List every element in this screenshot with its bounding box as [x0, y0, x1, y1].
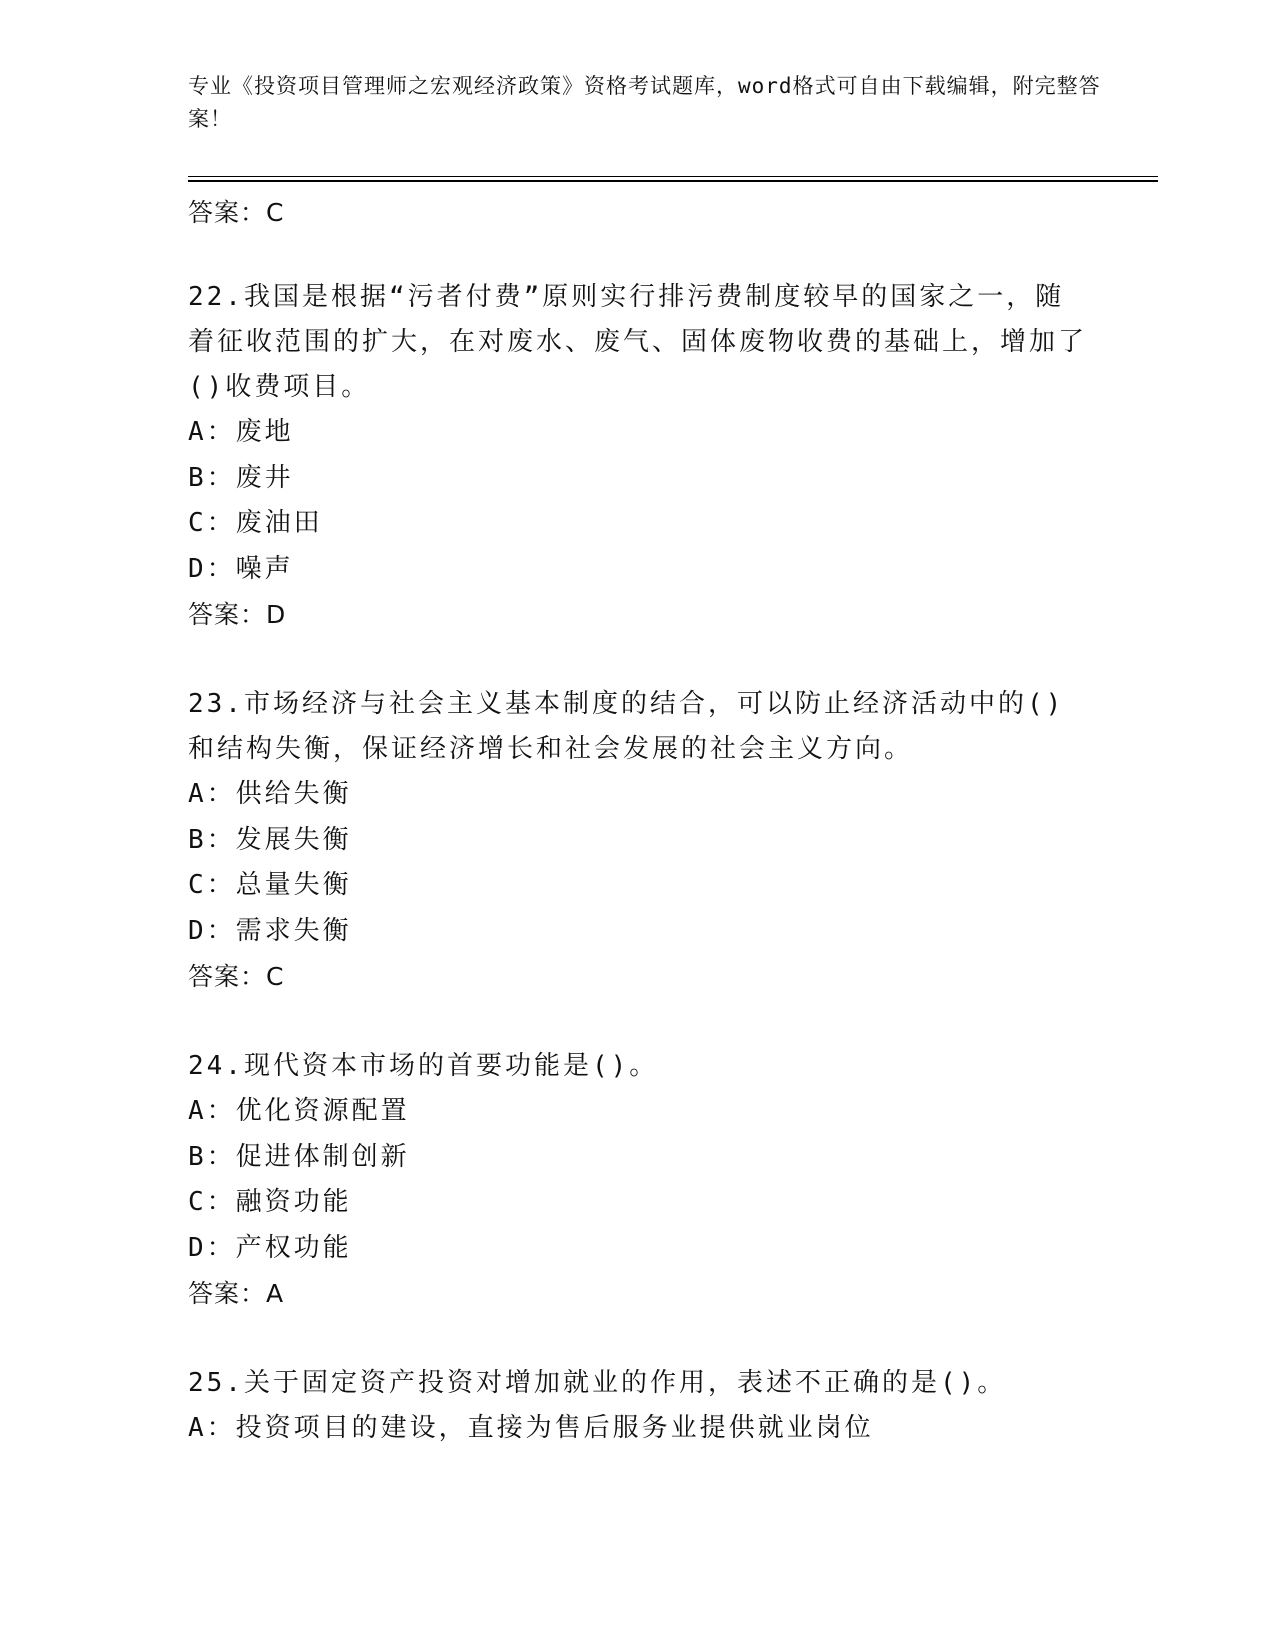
question-text: 23.市场经济与社会主义基本制度的结合，可以防止经济活动中的()和结构失衡，保证经济增长和社会发展的社会主义方向。	[188, 689, 1065, 764]
option-c: C：融资功能	[188, 1187, 352, 1217]
option-a: A：优化资源配置	[188, 1096, 410, 1126]
question-item	[188, 1044, 1088, 1316]
option-a: A：供给失衡	[188, 779, 352, 809]
option-b: B：废井	[188, 462, 294, 493]
option-c: C：废油田	[188, 508, 323, 538]
option-d: D：噪声	[188, 553, 294, 584]
option-c: C：总量失衡	[188, 870, 352, 900]
document-page	[188, 70, 1158, 1443]
question-text: 25.关于固定资产投资对增加就业的作用，表述不正确的是()。	[188, 1368, 1007, 1398]
option-b: B：发展失衡	[188, 824, 352, 855]
question-text: 24.现代资本市场的首要功能是()。	[188, 1051, 659, 1081]
option-a: A：废地	[188, 417, 294, 447]
header-divider	[188, 176, 1158, 182]
option-d: D：产权功能	[188, 1232, 352, 1263]
answer-label: 答案：D	[188, 600, 287, 629]
question-text: 22.我国是根据“污者付费”原则实行排污费制度较早的国家之一，随着征收范围的扩大，在对废水、废气、固体废物收费的基础上，增加了()收费项目。	[188, 282, 1088, 402]
question-item	[188, 682, 1088, 999]
answer-label: 答案：A	[188, 1279, 285, 1308]
question-item	[188, 275, 1088, 637]
answer-label: 答案：C	[188, 962, 285, 991]
option-a: A：投资项目的建设，直接为售后服务业提供就业岗位	[188, 1413, 874, 1443]
option-d: D：需求失衡	[188, 915, 352, 946]
question-item	[188, 1361, 1088, 1452]
document-header: 专业《投资项目管理师之宏观经济政策》资格考试题库，word格式可自由下载编辑，附完整答案！	[188, 74, 1101, 131]
question-list	[188, 275, 1088, 1497]
answer-label: 答案：C	[188, 198, 285, 227]
option-b: B：促进体制创新	[188, 1141, 410, 1172]
